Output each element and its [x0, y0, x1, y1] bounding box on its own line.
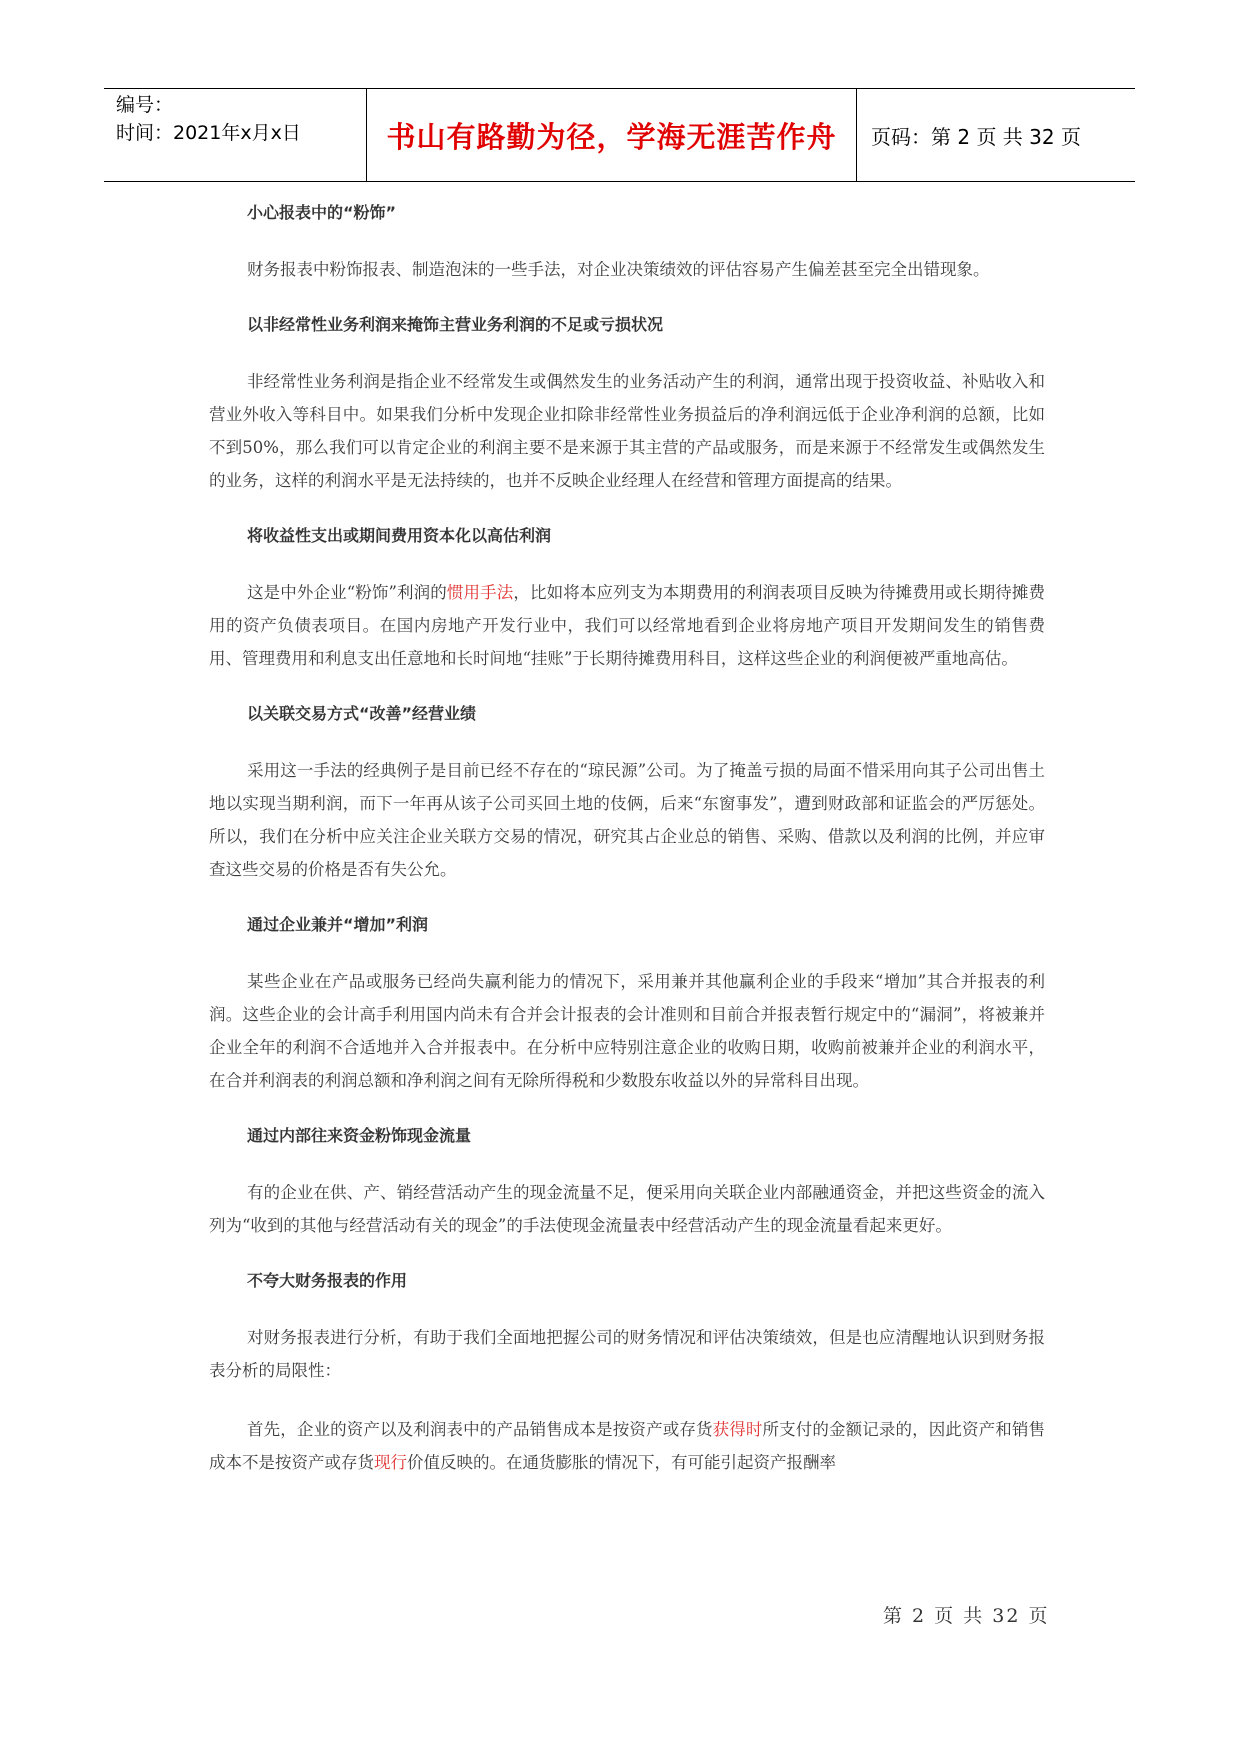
- document-body: [209, 200, 1045, 1505]
- header-motto: 书山有路勤为径，学海无涯苦作舟: [367, 89, 857, 181]
- body-paragraph: [209, 253, 1045, 286]
- page-footer: 第 2 页 共 32 页: [883, 1605, 1050, 1627]
- body-paragraph: [209, 965, 1045, 1097]
- section-heading: 将收益性支出或期间费用资本化以高估利润: [247, 526, 552, 545]
- highlighted-text: 获得时: [712, 1420, 763, 1439]
- body-paragraph: [209, 1176, 1045, 1242]
- header-meta: [104, 89, 367, 181]
- header-page-number: 页码：第 2 页 共 32 页: [871, 124, 1081, 149]
- paragraph-text: 某些企业在产品或服务已经尚失赢利能力的情况下，采用兼并其他赢利企业的手段来“增加”其合并报表的利润。这些企业的会计高手利用国内尚未有合并会计报表的会计准则和目前合并报表暂行规定中的“漏洞”，将被兼并企业全年的利润不合适地并入合并报表中。在分析中应特别注意企业的收购日期，收购前被兼并企业的利润水平，在合并利润表的利润总额和净利润之间有无除所得税和少数股东收益以外的异常科目出现。: [209, 972, 1045, 1090]
- paragraph-text: 价值反映的。在通货膨胀的情况下，有可能引起资产报酬率: [407, 1453, 836, 1472]
- body-paragraph: [209, 754, 1045, 886]
- body-paragraph: [209, 1413, 1045, 1479]
- paragraph-text: 首先，企业的资产以及利润表中的产品销售成本是按资产或存货: [247, 1420, 713, 1439]
- page-header: [104, 88, 1135, 182]
- section-heading: 不夸大财务报表的作用: [247, 1271, 408, 1290]
- highlighted-text: 现行: [374, 1453, 407, 1472]
- paragraph-text: 对财务报表进行分析，有助于我们全面地把握公司的财务情况和评估决策绩效，但是也应清醒地认识到财务报表分析的局限性：: [209, 1328, 1045, 1380]
- paragraph-text: ，比如将本应列支为本期费用的利润表项目反映为待摊费用或长期待摊费用的资产负债表项目。在国内房地产开发行业中，我们可以经常地看到企业将房地产项目开发期间发生的销售费用、管理费用和利息支出任意地和长时间地“挂账”于长期待摊费用科目，这样这些企业的利润便被严重地高估。: [209, 583, 1046, 668]
- body-paragraph: [209, 1321, 1045, 1387]
- document-number-label: 编号：: [116, 94, 174, 116]
- highlighted-text: 惯用手法: [446, 583, 514, 602]
- section-heading: 通过内部往来资金粉饰现金流量: [247, 1126, 472, 1145]
- paragraph-text: 这是中外企业“粉饰”利润的: [247, 583, 447, 602]
- paragraph-text: 财务报表中粉饰报表、制造泡沫的一些手法，对企业决策绩效的评估容易产生偏差甚至完全出错现象。: [247, 260, 990, 279]
- paragraph-text: 非经常性业务利润是指企业不经常发生或偶然发生的业务活动产生的利润，通常出现于投资收益、补贴收入和营业外收入等科目中。如果我们分析中发现企业扣除非经常性业务损益后的净利润远低于企业净利润的总额，比如不到50%，那么我们可以肯定企业的利润主要不是来源于其主营的产品或服务，而是来源于不经常发生或偶然发生的业务，这样的利润水平是无法持续的，也并不反映企业经理人在经营和管理方面提高的结果。: [209, 372, 1045, 490]
- paragraph-text: 有的企业在供、产、销经营活动产生的现金流量不足，便采用向关联企业内部融通资金，并把这些资金的流入列为“收到的其他与经营活动有关的现金”的手法使现金流量表中经营活动产生的现金流量看起来更好。: [209, 1183, 1045, 1235]
- section-heading: 以非经常性业务利润来掩饰主营业务利润的不足或亏损状况: [247, 315, 664, 334]
- body-paragraph: [209, 576, 1045, 675]
- body-paragraph: [209, 365, 1045, 497]
- document-time-label: 时间：2021年x月x日: [116, 122, 301, 144]
- section-heading: 通过企业兼并“增加”利润: [247, 915, 429, 934]
- section-heading: 以关联交易方式“改善”经营业绩: [247, 704, 477, 723]
- paragraph-text: 采用这一手法的经典例子是目前已经不存在的“琼民源”公司。为了掩盖亏损的局面不惜采用向其子公司出售土地以实现当期利润，而下一年再从该子公司买回土地的伎俩，后来“东窗事发”，遭到财政部和证监会的严厉惩处。所以，我们在分析中应关注企业关联方交易的情况，研究其占企业总的销售、采购、借款以及利润的比例，并应审查这些交易的价格是否有失公允。: [209, 761, 1045, 879]
- section-heading: 小心报表中的“粉饰”: [247, 203, 397, 222]
- paragraph-text: 所支付的金额记录的，因此资产和销售成本不是按资产或存货: [209, 1420, 1046, 1472]
